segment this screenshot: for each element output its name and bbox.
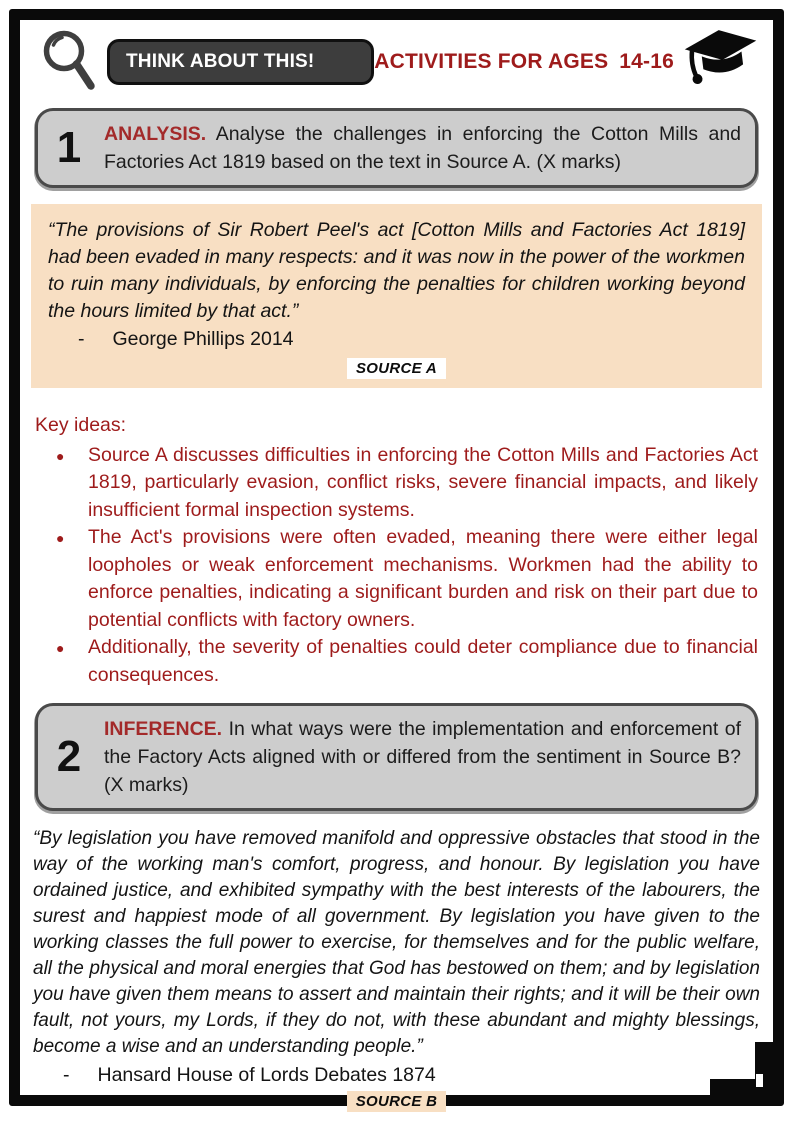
source-a-box xyxy=(31,204,762,388)
question-1-box xyxy=(35,108,758,188)
question-1-number: 1 xyxy=(56,123,82,172)
key-idea-text: Source A discusses difficulties in enforcing the Cotton Mills and Factories Act 1819, particularly evasion, conflict risks, severe financial impacts, and likely insufficient formal inspection systems. xyxy=(88,443,758,521)
page-content xyxy=(20,20,773,1112)
question-2-box xyxy=(35,703,758,811)
activities-label: ACTIVITIES FOR AGES xyxy=(374,50,609,73)
attribution-dash: - xyxy=(63,1064,70,1086)
source-b-section xyxy=(33,826,760,1112)
source-b-attribution-text: Hansard House of Lords Debates 1874 xyxy=(97,1064,436,1086)
ages-label: 14-16 xyxy=(619,50,674,73)
key-ideas-list xyxy=(35,442,758,690)
question-2-prompt: In what ways were the implementation and enforcement of the Factory Acts aligned with or differed from the sentiment in Source B? (X marks) xyxy=(104,718,741,796)
question-2-number: 2 xyxy=(56,732,82,781)
source-b-label: SOURCE B xyxy=(347,1091,447,1112)
source-b-label-row xyxy=(33,1091,760,1112)
key-idea-item xyxy=(35,634,758,689)
source-b-attribution xyxy=(33,1064,760,1087)
source-a-label-row xyxy=(48,358,745,379)
graduation-cap-icon xyxy=(682,25,760,100)
key-idea-item xyxy=(35,442,758,525)
magnifier-icon xyxy=(39,27,97,98)
source-a-attribution xyxy=(48,328,745,351)
activities-title xyxy=(374,50,674,74)
source-b-quote: “By legislation you have removed manifold and oppressive obstacles that stood in the way of the working man's comfort, progress, and honour. By legislation you have ordained justice, and exhibited sympathy with the best interests of the labourers, the surest and happiest mode of all government. By legislation you have given to the working classes the full power to exercise, for themselves and for the public welfare, all the physical and moral energies that God has bestowed on them; and by legislation you have given them means to assert and maintain their rights; and it will be their own fault, not yours, my Lords, if they do not, with these abundant and mighty blessings, become a wise and an understanding people.” xyxy=(33,828,760,1057)
key-ideas-heading: Key ideas: xyxy=(35,414,127,436)
key-idea-item xyxy=(35,524,758,634)
question-1-text xyxy=(104,120,741,176)
attribution-dash: - xyxy=(78,328,85,350)
key-idea-text: The Act's provisions were often evaded, meaning there were either legal loopholes or weak enforcement mechanisms. Workmen had the ability to enforce penalties, indicating a significant burden and risk on their part due to potential conflicts with factory owners. xyxy=(88,526,758,631)
source-a-label: SOURCE A xyxy=(347,358,446,379)
think-about-this-button xyxy=(107,39,374,85)
key-idea-text: Additionally, the severity of penalties could deter compliance due to financial consequences. xyxy=(88,636,758,686)
key-ideas-section xyxy=(35,412,758,689)
question-2-type-label: INFERENCE. xyxy=(104,718,223,740)
question-1-type-label: ANALYSIS. xyxy=(104,123,207,145)
header xyxy=(33,30,760,94)
question-1-prompt: Analyse the challenges in enforcing the Cotton Mills and Factories Act 1819 based on the text in Source A. (X marks) xyxy=(104,123,742,173)
source-a-attribution-text: George Phillips 2014 xyxy=(112,328,294,350)
think-about-this-label: THINK ABOUT THIS! xyxy=(126,51,315,72)
question-2-text xyxy=(104,715,741,799)
source-a-quote: “The provisions of Sir Robert Peel's act [Cotton Mills and Factories Act 1819] had been evaded in many respects: and it was now in the power of the workmen to ruin many individuals, by enforcing the penalties for children working beyond the hours limited by that act.” xyxy=(48,219,745,322)
